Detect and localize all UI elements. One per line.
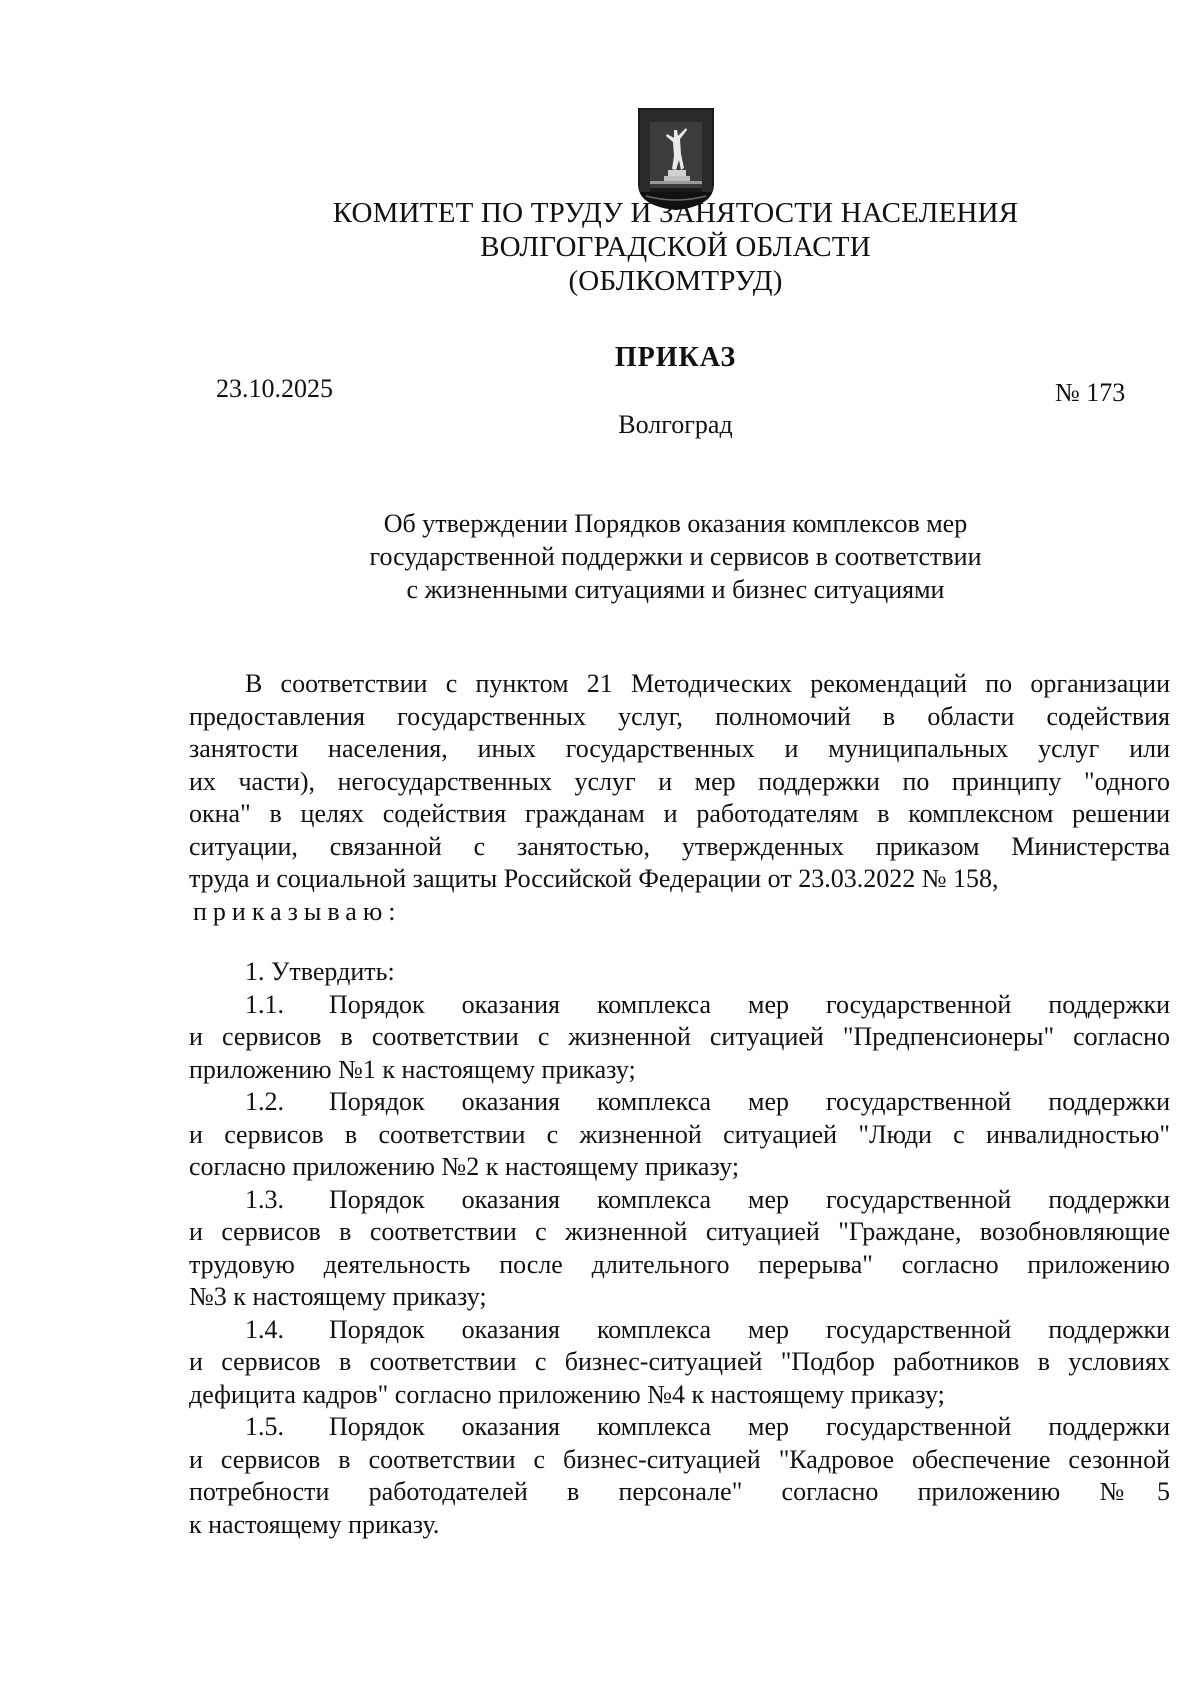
preamble-paragraph [189,668,1170,928]
item-text: Порядок оказания комплекса мер государственной поддержки [329,1314,1170,1344]
item-text: Порядок оказания комплекса мер государственной поддержки [329,1184,1170,1214]
preamble-line: окна" в целях содействия гражданам и работодателям в комплексном решении [189,799,1170,828]
approve-heading: 1. Утвердить: [245,957,395,986]
list-item-first-line [189,1314,1170,1347]
order-date: 23.10.2025 [216,374,333,403]
order-subject [0,507,1200,606]
list-item-line: трудовую деятельность после длительного перерыва" согласно приложению [189,1249,1170,1279]
item-text: Порядок оказания комплекса мер государственной поддержки [329,989,1170,1019]
list-item-line: потребности работодателей в персонале" согласно приложению №5 [189,1477,1170,1506]
order-city: Волгоград [618,410,733,439]
item-number: 1.2. [245,1087,284,1116]
committee-line: (ОБЛКОМТРУД) [568,265,783,297]
order-number: № 173 [1055,378,1126,407]
preamble-line: предоставления государственных услуг, полномочий в области содействия [189,701,1170,731]
list-item-line: и сервисов в соответствии с жизненной ситуацией "Люди с инвалидностью" [189,1119,1170,1149]
preamble-line: их части), негосударственных услуг и мер поддержки по принципу "одного [189,766,1170,796]
list-item-line: согласно приложению №2 к настоящему приказу; [189,1152,740,1181]
committee-name [0,196,1200,298]
item-number: 1.5. [245,1412,284,1441]
list-item-line: и сервисов в соответствии с жизненной ситуацией "Предпенсионеры" согласно [189,1022,1170,1051]
committee-line: КОМИТЕТ ПО ТРУДУ И ЗАНЯТОСТИ НАСЕЛЕНИЯ [332,197,1019,229]
list-item-line: и сервисов в соответствии с бизнес-ситуацией "Кадровое обеспечение сезонной [189,1444,1170,1474]
item-text: Порядок оказания комплекса мер государственной поддержки [329,1412,1170,1441]
list-item-line: и сервисов в соответствии с жизненной ситуацией "Граждане, возобновляющие [189,1217,1170,1246]
list-item-first-line [189,1184,1170,1217]
item-text: Порядок оказания комплекса мер государственной поддержки [329,1087,1170,1116]
preamble-line: ситуации, связанной с занятостью, утвержденных приказом Министерства [189,831,1170,861]
item-number: 1.3. [245,1184,284,1214]
preamble-line: занятости населения, иных государственных и муниципальных услуг или [189,734,1170,763]
list-item-line: приложению №1 к настоящему приказу; [189,1054,636,1084]
committee-line: ВОЛГОГРАДСКОЙ ОБЛАСТИ [480,231,871,263]
list-item-line: к настоящему приказу. [189,1509,440,1539]
subject-line: Об утверждении Порядков оказания комплексов мер [383,509,968,538]
list-item-line: дефицита кадров" согласно приложению №4 к настоящему приказу; [189,1379,945,1409]
list-item-line: №3 к настоящему приказу; [189,1282,487,1311]
order-title: ПРИКАЗ [614,342,737,373]
subject-line: государственной поддержки и сервисов в соответствии [369,542,982,571]
list-item-first-line [189,1411,1170,1444]
approve-list [189,956,1170,1541]
preamble-line: В соответствии с пунктом 21 Методических рекомендаций по организации [245,669,1170,698]
list-item-first-line [189,1086,1170,1119]
item-number: 1.1. [245,989,284,1019]
decree-word: приказываю: [193,896,402,926]
subject-line: с жизненными ситуациями и бизнес ситуациями [406,575,945,604]
list-item-line: и сервисов в соответствии с бизнес-ситуацией "Подбор работников в условиях [189,1347,1170,1376]
preamble-line: труда и социальной защиты Российской Федерации от 23.03.2022 № 158, [189,864,999,893]
item-number: 1.4. [245,1314,284,1344]
list-item-first-line [189,989,1170,1022]
